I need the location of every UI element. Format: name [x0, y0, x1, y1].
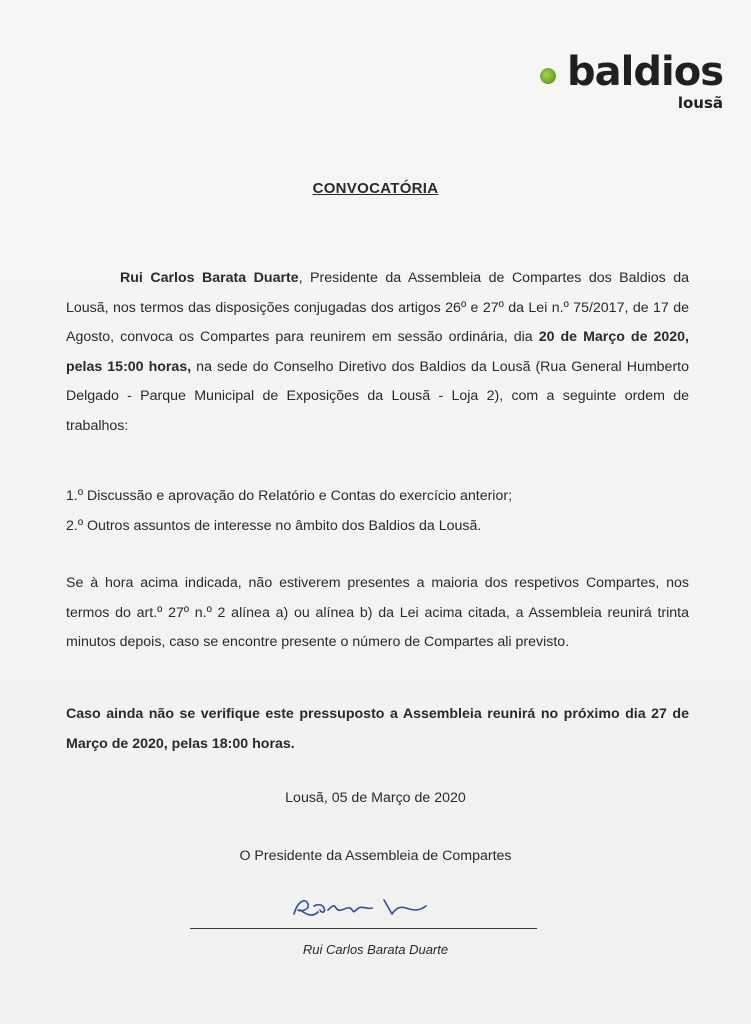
- logo-wordmark: baldios: [567, 49, 723, 95]
- agenda-item: 2.º Outros assuntos de interesse no âmbito dos Baldios da Lousã.: [66, 518, 482, 534]
- agenda-list: [66, 481, 689, 541]
- document-title: CONVOCATÓRIA: [312, 180, 439, 197]
- paragraph1-text-a: , Presidente da Assembleia de Compartes dos Baldios da Lousã, nos termos das disposições conjugadas dos artigos 26º e 27º da Lei n.º 75/2017, de 17 de Agosto, convoca os Compartes para reunirem em sessão ordinária, dia: [66, 270, 689, 346]
- quorum-paragraph: Se à hora acima indicada, não estiverem presentes a maioria dos respetivos Compartes, nos termos do art.º 27º n.º 2 alínea a) ou alínea b) da Lei acima citada, a Assembleia reunirá trinta minutos depois, caso se encontre presente o número de Compartes ali previsto.: [66, 575, 689, 651]
- handwritten-signature: [288, 892, 448, 922]
- logo-subtitle: lousã: [677, 94, 723, 112]
- logo-green-dot: [540, 68, 556, 84]
- signature-line: [190, 928, 537, 929]
- second-call-paragraph: Caso ainda não se verifique este pressuposto a Assembleia reunirá no próximo dia 27 de Março de 2020, pelas 18:00 horas.: [66, 706, 689, 752]
- agenda-item: 1.º Discussão e aprovação do Relatório e Contas do exercício anterior;: [66, 488, 513, 504]
- baldios-logo: [534, 48, 729, 118]
- place-date: Lousã, 05 de Março de 2020: [285, 790, 466, 806]
- paragraph1-text-b: na sede do Conselho Diretivo dos Baldios da Lousã (Rua General Humberto Delgado - Parque Municipal de Exposições da Lousã - Loja 2), com a seguinte ordem de trabalhos:: [66, 358, 689, 434]
- signer-name: Rui Carlos Barata Duarte: [302, 942, 449, 957]
- president-name: Rui Carlos Barata Duarte: [120, 270, 299, 286]
- convocation-paragraph: [66, 264, 689, 442]
- president-title: O Presidente da Assembleia de Compartes: [239, 848, 512, 864]
- meeting-datetime: 20 de Março de 2020, pelas 15:00 horas,: [66, 329, 689, 375]
